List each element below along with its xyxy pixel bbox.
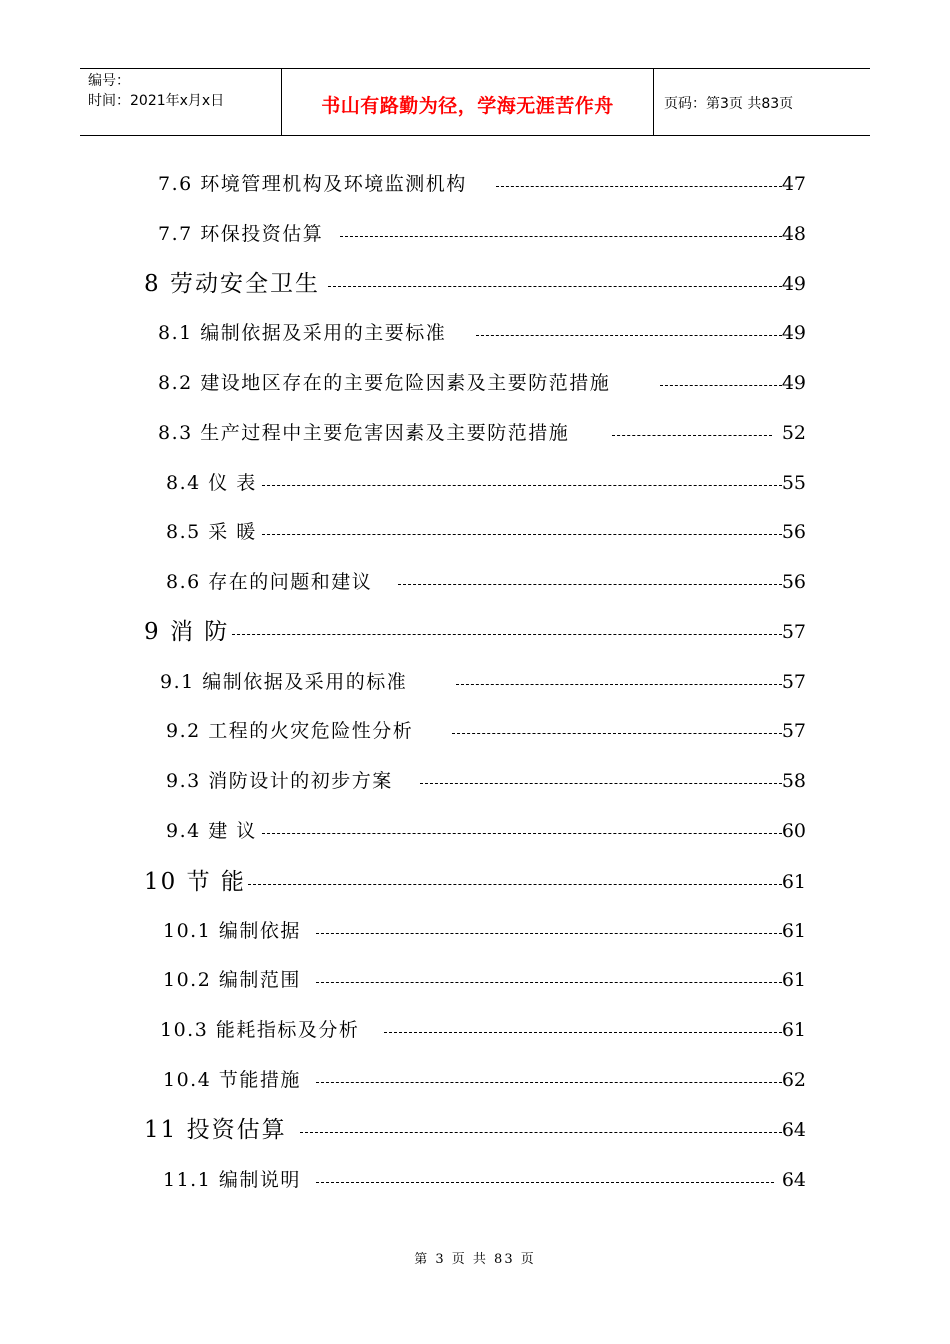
toc-entry-title: 7.7 环保投资估算: [158, 223, 324, 245]
toc-entry: [0, 222, 950, 258]
toc-entry-page: 57: [781, 720, 806, 742]
toc-entry-title: 10 节 能: [144, 869, 246, 895]
toc-entry-title: 9.1 编制依据及采用的标准: [160, 671, 408, 693]
toc-entry-page: 55: [781, 472, 806, 494]
toc-leader: [660, 385, 782, 386]
toc-entry: [0, 270, 950, 306]
toc-leader: [248, 884, 782, 885]
toc-entry: [0, 968, 950, 1004]
toc-entry-page: 57: [781, 621, 806, 643]
toc-leader: [398, 584, 782, 585]
toc-entry: [0, 868, 950, 904]
toc-leader: [262, 485, 782, 486]
toc-leader: [300, 1132, 782, 1133]
toc-entry: [0, 618, 950, 654]
toc-entry-page: 58: [781, 770, 806, 792]
toc-entry-title: 8.3 生产过程中主要危害因素及主要防范措施: [158, 422, 570, 444]
toc-entry-page: 61: [781, 1019, 806, 1041]
toc-entry: [0, 471, 950, 507]
toc-entry-title: 8.4 仪 表: [166, 472, 257, 494]
toc-leader: [476, 335, 782, 336]
toc-entry-title: 9.2 工程的火灾危险性分析: [166, 720, 414, 742]
toc-leader: [262, 534, 782, 535]
toc-entry: [0, 570, 950, 606]
toc-leader: [496, 186, 782, 187]
toc-entry-title: 8.5 采 暖: [166, 521, 257, 543]
toc-leader: [384, 1032, 782, 1033]
page-info: 页码：第3页 共83页: [664, 96, 794, 112]
toc-entry: [0, 670, 950, 706]
toc-entry: [0, 1168, 950, 1204]
toc-entry: [0, 1018, 950, 1054]
header-meta-cell: [80, 69, 282, 135]
toc-entry-title: 8.2 建设地区存在的主要危险因素及主要防范措施: [158, 372, 611, 394]
toc-entry-title: 11 投资估算: [144, 1117, 287, 1143]
toc-leader: [316, 1182, 774, 1183]
toc-entry-title: 9.3 消防设计的初步方案: [166, 770, 393, 792]
time-label: 时间：2021年x月x日: [88, 93, 225, 109]
toc-entry-page: 56: [781, 571, 806, 593]
toc-entry-page: 49: [781, 322, 806, 344]
toc-leader: [420, 783, 782, 784]
toc-entry-title: 11.1 编制说明: [163, 1169, 301, 1191]
toc-leader: [340, 236, 782, 237]
header-motto-cell: [282, 69, 654, 135]
toc-entry-page: 61: [781, 920, 806, 942]
motto-text: 书山有路勤为径，学海无涯苦作舟: [321, 95, 614, 117]
toc-entry-title: 10.2 编制范围: [163, 969, 301, 991]
toc-entry: [0, 520, 950, 556]
toc-entry: [0, 371, 950, 407]
toc-entry-page: 49: [781, 372, 806, 394]
toc-entry: [0, 421, 950, 457]
toc-entry-page: 52: [781, 422, 806, 444]
toc-leader: [316, 982, 782, 983]
toc-entry-page: 61: [781, 871, 806, 893]
page-footer: 第 3 页 共 83 页: [414, 1252, 536, 1267]
toc-entry: [0, 1068, 950, 1104]
toc-entry: [0, 819, 950, 855]
toc-entry-page: 61: [781, 969, 806, 991]
toc-entry: [0, 769, 950, 805]
toc-entry-title: 9.4 建 议: [166, 820, 257, 842]
page-header: [80, 68, 870, 136]
toc-entry-page: 47: [781, 173, 806, 195]
toc-leader: [452, 733, 782, 734]
toc-entry-page: 48: [781, 223, 806, 245]
toc-entry: [0, 1116, 950, 1152]
toc-entry: [0, 719, 950, 755]
toc-entry-title: 8.1 编制依据及采用的主要标准: [158, 322, 447, 344]
toc-entry-page: 60: [781, 820, 806, 842]
toc-leader: [262, 833, 782, 834]
toc-entry: [0, 172, 950, 208]
toc-entry-page: 64: [781, 1119, 806, 1141]
toc-leader: [328, 286, 782, 287]
header-page-cell: [654, 69, 870, 135]
toc-leader: [612, 435, 772, 436]
toc-leader: [456, 684, 782, 685]
toc-entry-page: 64: [781, 1169, 806, 1191]
toc-entry-title: 10.3 能耗指标及分析: [160, 1019, 360, 1041]
toc-entry-page: 62: [781, 1069, 806, 1091]
toc-entry-title: 10.4 节能措施: [163, 1069, 301, 1091]
serial-label: 编号：: [88, 73, 130, 89]
toc-entry: [0, 919, 950, 955]
toc-entry-title: 10.1 编制依据: [163, 920, 301, 942]
toc-entry: [0, 321, 950, 357]
toc-entry-page: 57: [781, 671, 806, 693]
toc-entry-title: 8.6 存在的问题和建议: [166, 571, 373, 593]
toc-leader: [316, 1082, 782, 1083]
toc-entry-page: 49: [781, 273, 806, 295]
toc-entry-page: 56: [781, 521, 806, 543]
toc-leader: [316, 933, 782, 934]
toc-entry-title: 7.6 环境管理机构及环境监测机构: [158, 173, 467, 195]
toc-entry-title: 9 消 防: [144, 619, 230, 645]
toc-leader: [232, 634, 782, 635]
toc-entry-title: 8 劳动安全卫生: [144, 271, 320, 297]
